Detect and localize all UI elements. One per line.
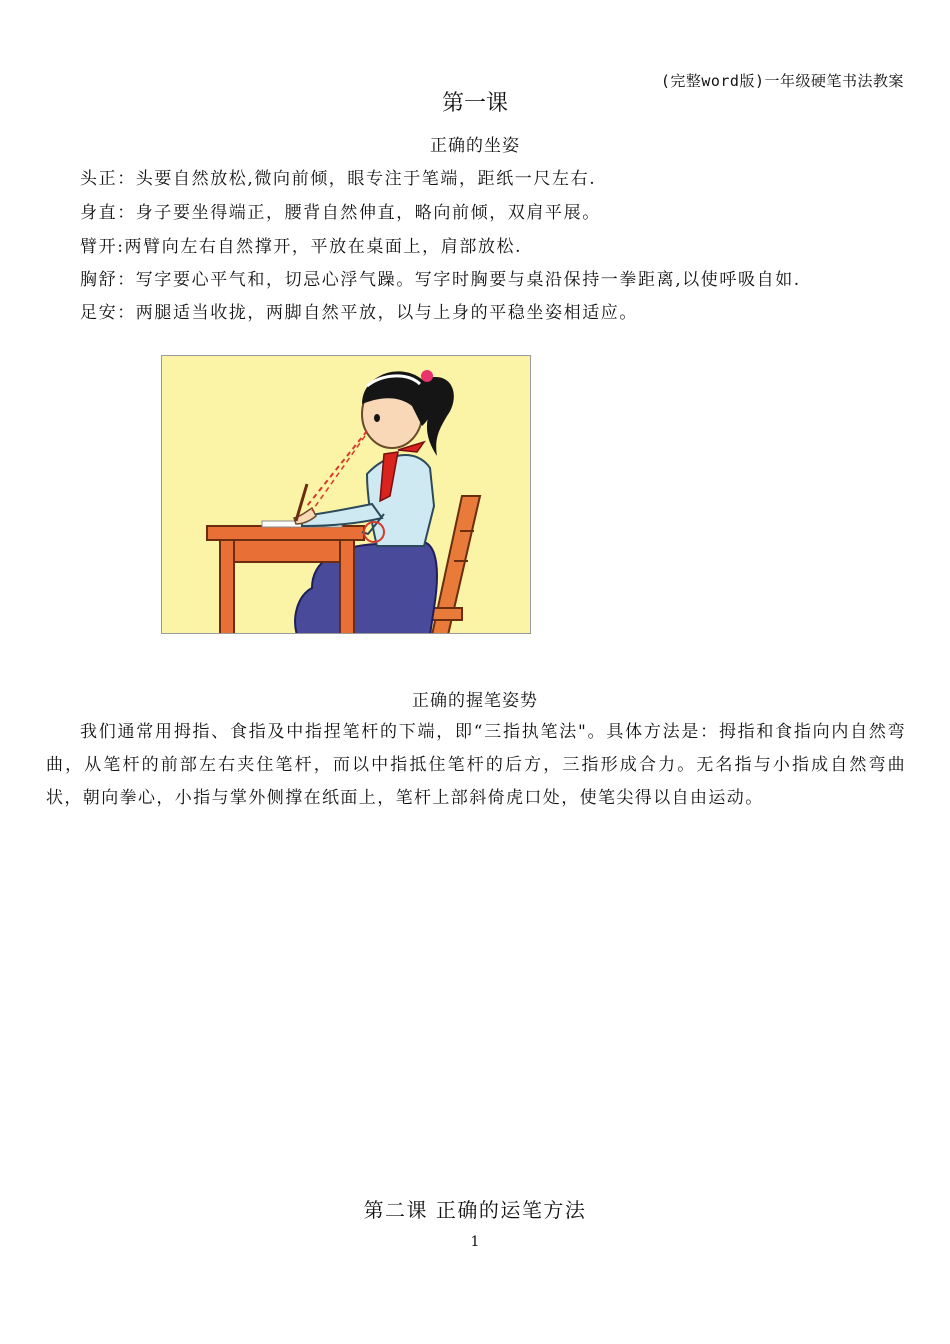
document-header-note: (完整word版)一年级硬笔书法教案 xyxy=(660,72,904,90)
sitting-rule-head: 头正：头要自然放松,微向前倾，眼专注于笔端，距纸一尺左右. xyxy=(80,169,597,189)
pen-grip-text: 我们通常用拇指、食指及中指捏笔杆的下端，即“三指执笔法"。具体方法是：拇指和食指向内自然弯曲，从笔杆的前部左右夹住笔杆，而以中指抵住笔杆的后方，三指形成合力。无名指与小指成自然弯曲状，朝向拳心，小指与掌外侧撑在纸面上，笔杆上部斜倚虎口处，使笔尖得以自由运动。 xyxy=(46,722,906,808)
sitting-posture-title: 正确的坐姿 xyxy=(430,136,520,156)
girl-writing-at-desk-image xyxy=(162,356,531,634)
sitting-rule-body: 身直：身子要坐得端正，腰背自然伸直，略向前倾，双肩平展。 xyxy=(80,203,601,223)
sitting-posture-illustration xyxy=(161,355,531,634)
page-number: 1 xyxy=(470,1234,480,1250)
pen-grip-title: 正确的握笔姿势 xyxy=(412,691,538,711)
lesson-1-title: 第一课 xyxy=(441,91,508,116)
sitting-rule-arms: 臂开:两臂向左右自然撑开，平放在桌面上，肩部放松. xyxy=(80,237,523,257)
sitting-rule-feet: 足安：两腿适当收拢，两脚自然平放，以与上身的平稳坐姿相适应。 xyxy=(80,303,638,323)
sitting-rule-chest: 胸舒：写字要心平气和，切忌心浮气躁。写字时胸要与桌沿保持一拳距离,以使呼吸自如. xyxy=(80,270,801,290)
lesson-2-title: 第二课 正确的运笔方法 xyxy=(363,1198,587,1222)
pen-grip-paragraph xyxy=(46,716,906,815)
